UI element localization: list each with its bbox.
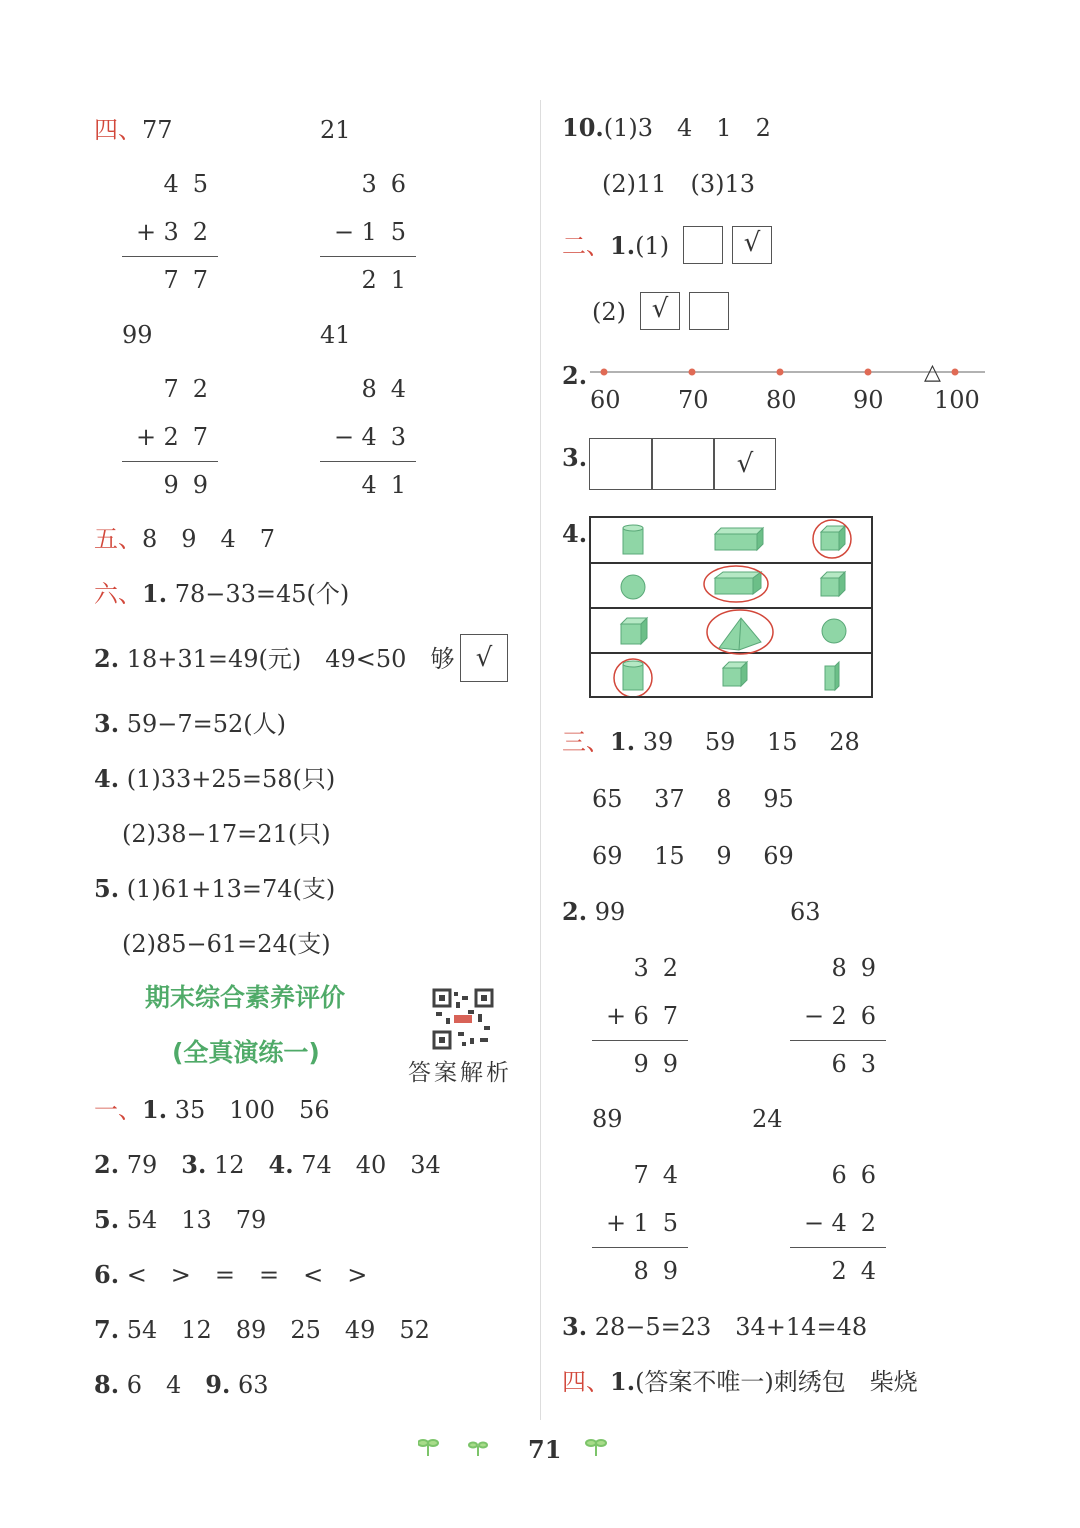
column-divider <box>540 100 541 1420</box>
section-1-q5: 5. 54 13 79 <box>94 1205 267 1234</box>
section-1-q1: 一、1. 35 100 56 <box>94 1095 330 1124</box>
empty-box-1 <box>683 226 723 264</box>
cuboid-shape <box>715 528 763 550</box>
section-3-q1-row3: 69 15 9 69 <box>592 842 794 870</box>
section-6-q5b: (2)85−61=24(支) <box>122 930 331 958</box>
section-3-q1-row1: 三、1. 39 59 15 28 <box>562 727 860 756</box>
section-5-line: 五、8 9 4 7 <box>94 525 276 553</box>
section-3-q2: 2. 99 <box>562 897 626 926</box>
section-3-q1-row2: 65 37 8 95 <box>592 785 794 813</box>
section-1-q2-4: 2. 79 3. 12 4. 74 40 34 <box>94 1150 441 1179</box>
prism-shape <box>719 618 761 650</box>
page-number: 71 <box>528 1435 562 1464</box>
triangle-marker: △ <box>924 360 941 385</box>
cube-shape <box>723 662 747 686</box>
section-1-q7: 7. 54 12 89 25 49 52 <box>94 1315 430 1344</box>
section-2-q4-num: 4. <box>562 519 588 548</box>
section-4-line: 四、77 <box>94 116 173 144</box>
cylinder-shape <box>623 661 643 690</box>
answer-21: 21 <box>320 116 351 144</box>
section-2-q2-num: 2. <box>562 361 588 390</box>
section-6-q2: 2. 18+31=49(元) 49<50 够 <box>94 644 455 673</box>
cube-shape <box>821 572 845 596</box>
exam-subtitle: (全真演练一) <box>172 1038 320 1067</box>
section-6-q4b: (2)38−17=21(只) <box>122 820 331 848</box>
answer-63: 63 <box>790 898 821 926</box>
cube-shape <box>621 618 647 644</box>
tick-70: 70 <box>678 386 709 414</box>
check-box-enough: √ <box>460 634 508 682</box>
number-line-dot <box>601 369 608 376</box>
cube-shape <box>821 526 845 550</box>
section-1-q8-9: 8. 6 4 9. 63 <box>94 1370 269 1399</box>
cylinder-shape <box>623 525 643 554</box>
number-line-dot <box>689 369 696 376</box>
cuboid-shape <box>825 662 839 690</box>
number-line-dot <box>865 369 872 376</box>
check-box-1: √ <box>732 226 772 264</box>
section-6-q3: 3. 59−7=52(人) <box>94 709 286 738</box>
section-6-q5a: 5. (1)61+13=74(支) <box>94 874 336 903</box>
exam-title: 期末综合素养评价 <box>145 983 346 1012</box>
three-cell-box <box>589 438 776 490</box>
question-10-a: 10.(1)3 4 1 2 <box>562 113 771 142</box>
qr-label: 答案解析 <box>408 1060 512 1086</box>
number-line-dot <box>777 369 784 376</box>
shapes-grid <box>589 516 873 698</box>
section-3-q3: 3. 28−5=23 34+14=48 <box>562 1312 868 1341</box>
section-4-q1: 四、1.(答案不唯一)刺绣包 柴烧 <box>562 1367 918 1396</box>
tick-80: 80 <box>766 386 797 414</box>
tick-60: 60 <box>590 386 621 414</box>
answer-89: 89 <box>592 1105 623 1133</box>
question-10-b: (2)11 (3)13 <box>602 170 756 198</box>
answer-99: 99 <box>122 321 153 349</box>
check-box-2: √ <box>640 292 680 330</box>
section-2-q1-1: 二、1.(1) <box>562 231 670 260</box>
tick-90: 90 <box>853 386 884 414</box>
section-6-q4a: 4. (1)33+25=58(只) <box>94 764 336 793</box>
check-cell: √ <box>736 449 754 479</box>
sphere-shape <box>822 619 846 643</box>
section-2-q1-2: (2) <box>592 298 626 326</box>
cuboid-shape <box>715 572 761 594</box>
answer-41: 41 <box>320 321 351 349</box>
qr-code-icon[interactable] <box>432 988 494 1050</box>
answer-24: 24 <box>752 1105 783 1133</box>
sphere-shape <box>621 575 645 599</box>
sprout-decoration-icon <box>418 1435 618 1464</box>
section-2-q3-num: 3. <box>562 443 588 472</box>
tick-100: 100 <box>934 386 980 414</box>
number-line-dot <box>952 369 959 376</box>
section-1-q6: 6. < > = = < > <box>94 1260 368 1289</box>
section-6-q1: 六、1. 78−33=45(个) <box>94 579 350 608</box>
empty-box-2 <box>689 292 729 330</box>
